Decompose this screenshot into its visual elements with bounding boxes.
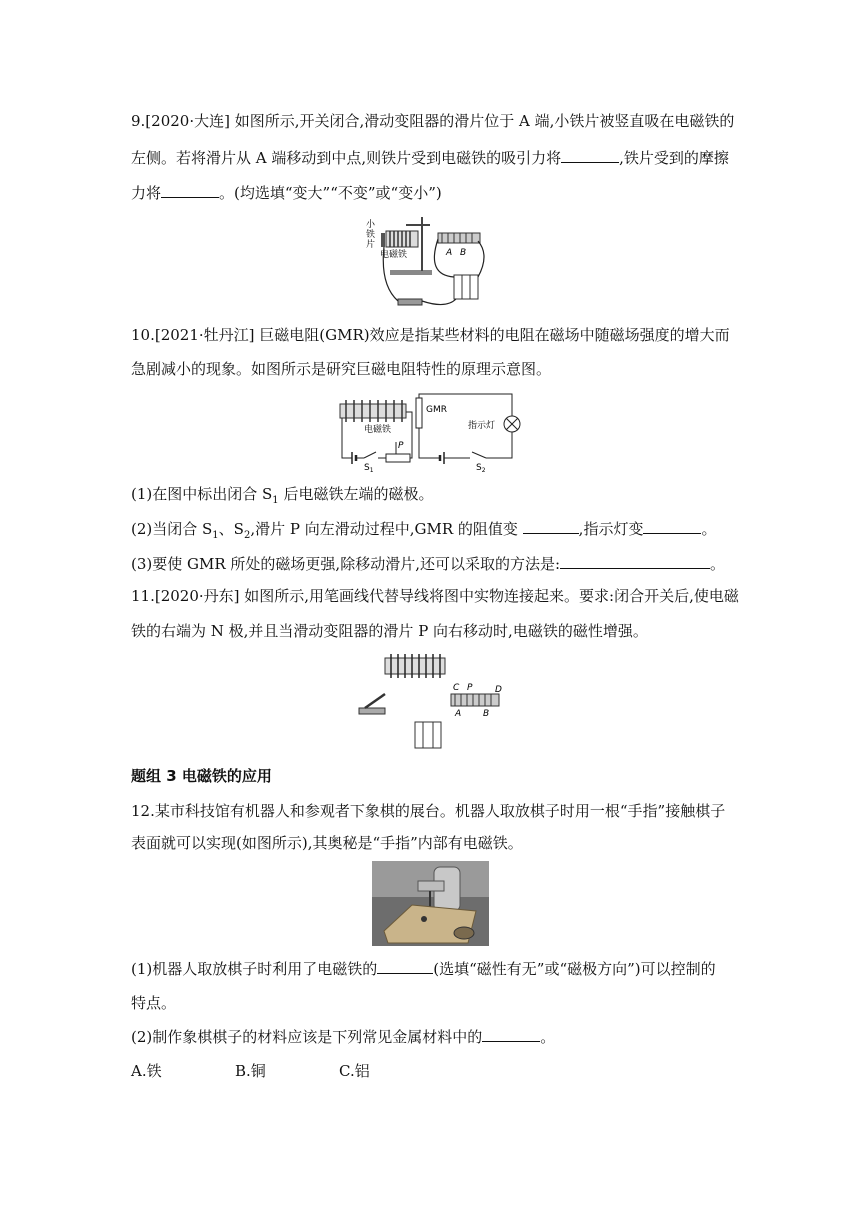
stand-base <box>390 270 432 275</box>
rheostat <box>438 233 480 243</box>
q10-part-1-text-b: 后电磁铁左端的磁极。 <box>278 485 434 503</box>
q10-part-1-text-a: (1)在图中标出闭合 S <box>131 485 273 503</box>
q12-line-2: 表面就可以实现(如图所示),其奥秘是“手指”内部有电磁铁。 <box>131 834 523 852</box>
q10-part-1 <box>131 484 433 511</box>
switch-s1 <box>364 452 376 458</box>
subscript: 1 <box>212 530 219 541</box>
battery <box>454 275 478 299</box>
q9-line-3-text-b: 。(均选填“变大”“不变”或“变小”) <box>219 184 442 202</box>
answer-blank[interactable] <box>377 959 433 974</box>
subscript: 1 <box>272 495 279 506</box>
q11-line-2: 铁的右端为 N 极,并且当滑动变阻器的滑片 P 向右移动时,电磁铁的磁性增强。 <box>131 622 648 640</box>
option-c[interactable]: C.铝 <box>339 1062 370 1080</box>
q10-line-1: 10.[2021·牡丹江] 巨磁电阻(GMR)效应是指某些材料的电阻在磁场中随磁场强度的增大而 <box>131 326 730 344</box>
electromagnet-coil <box>385 658 445 674</box>
robot-chess-photo <box>372 861 489 946</box>
q12-part-1-text-b: (选填“磁性有无”或“磁极方向”)可以控制的 <box>433 960 716 978</box>
q10-part-2-text-d: ,指示灯变 <box>578 520 644 538</box>
switch-s2 <box>472 452 486 458</box>
battery <box>415 722 441 748</box>
q10-part-2-text-a: (2)当闭合 S <box>131 520 213 538</box>
subscript: 2 <box>243 530 251 541</box>
answer-blank[interactable] <box>561 148 619 163</box>
wire-left-1 <box>342 418 352 458</box>
label-p: P <box>467 683 473 693</box>
iron-piece <box>381 233 385 247</box>
switch <box>398 299 422 305</box>
label-lamp: 指示灯 <box>468 421 496 431</box>
label-p: P <box>398 441 404 451</box>
q10-part-2-text-e: 。 <box>701 520 717 538</box>
q9-line-3 <box>131 183 442 203</box>
q11-components-figure <box>355 652 513 752</box>
q9-line-2-text-b: ,铁片受到的摩擦 <box>619 149 729 167</box>
q9-line-2 <box>131 148 729 168</box>
q11-line-1: 11.[2020·丹东] 如图所示,用笔画线代替导线将图中实物连接起来。要求:闭合开关后,使电磁 <box>131 587 739 605</box>
rheostat <box>386 454 410 462</box>
wire-left-2 <box>406 412 412 458</box>
q12-part-1-text-a: (1)机器人取放棋子时利用了电磁铁的 <box>131 960 378 978</box>
section-heading: 题组 3 电磁铁的应用 <box>131 767 272 785</box>
q10-part-2 <box>131 519 716 546</box>
label-electromagnet: 电磁铁 <box>380 250 408 260</box>
q12-part-1 <box>131 959 716 979</box>
label-small-iron-1: 小 <box>366 220 376 230</box>
q10-line-2: 急剧减小的现象。如图所示是研究巨磁电阻特性的原理示意图。 <box>131 360 552 378</box>
label-a: A <box>446 248 453 258</box>
q12-part-2-text-b: 。 <box>540 1028 556 1046</box>
answer-blank[interactable] <box>643 519 701 534</box>
answer-blank[interactable] <box>560 554 710 569</box>
label-b: B <box>460 248 467 258</box>
q10-part-2-text-c: ,滑片 P 向左滑动过程中,GMR 的阻值变 <box>250 520 523 538</box>
q10-part-3-text-b: 。 <box>710 555 726 573</box>
electromagnet-coil <box>340 404 406 418</box>
switch-lever <box>365 694 385 708</box>
q9-circuit-figure <box>366 215 498 311</box>
q10-circuit-figure <box>336 392 526 474</box>
chess-piece <box>421 916 427 922</box>
q9-line-3-text-a: 力将 <box>131 184 162 202</box>
q12-part-1-cont: 特点。 <box>131 994 177 1012</box>
label-d: D <box>495 685 502 695</box>
q12-options <box>131 1061 370 1081</box>
label-electromagnet: 电磁铁 <box>364 425 392 435</box>
q10-part-3-text-a: (3)要使 GMR 所处的磁场更强,除移动滑片,还可以采取的方法是: <box>131 555 561 573</box>
switch-base <box>359 708 385 714</box>
q9-line-1: 9.[2020·大连] 如图所示,开关闭合,滑动变阻器的滑片位于 A 端,小铁片被竖直吸在电磁铁的 <box>131 112 735 130</box>
answer-blank[interactable] <box>482 1027 540 1042</box>
label-b: B <box>483 709 490 719</box>
q10-part-3 <box>131 554 725 574</box>
gmr-resistor <box>416 398 422 428</box>
label-small-iron-3: 片 <box>366 240 376 250</box>
q12-line-1: 12.某市科技馆有机器人和参观者下象棋的展台。机器人取放棋子时用一根“手指”接触棋子 <box>131 802 726 820</box>
label-s1: $S_1$ <box>364 463 374 474</box>
option-a[interactable]: A.铁 <box>131 1062 162 1080</box>
q12-part-2 <box>131 1027 555 1047</box>
label-small-iron-2: 铁 <box>366 230 376 240</box>
option-b[interactable]: B.铜 <box>235 1062 266 1080</box>
answer-blank[interactable] <box>523 519 579 534</box>
answer-blank[interactable] <box>161 183 219 198</box>
label-gmr: GMR <box>426 405 447 415</box>
rheostat <box>451 694 499 706</box>
q12-part-2-text-a: (2)制作象棋棋子的材料应该是下列常见金属材料中的 <box>131 1028 483 1046</box>
q9-line-2-text-a: 左侧。若将滑片从 A 端移动到中点,则铁片受到电磁铁的吸引力将 <box>131 149 562 167</box>
label-c: C <box>453 683 460 693</box>
label-s2: $S_2$ <box>476 463 486 474</box>
label-a: A <box>455 709 462 719</box>
q10-part-2-text-b: 、S <box>218 520 244 538</box>
